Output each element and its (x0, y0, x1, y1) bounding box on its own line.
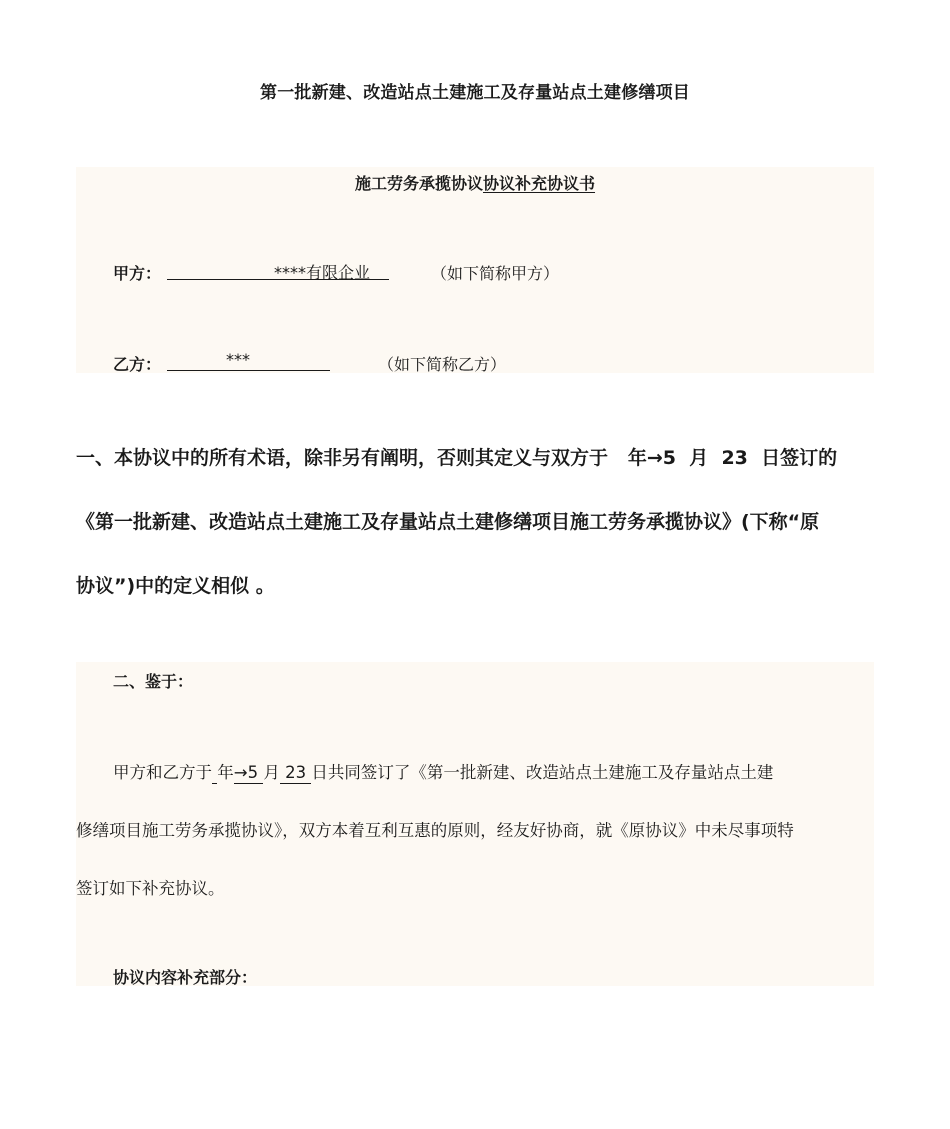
document-subtitle (0, 171, 950, 194)
section2-day-value (280, 763, 312, 784)
clause1-line2: 《第一批新建、改造站点土建施工及存量站点土建修缮项目施工劳务承揽协议》(下称“原 (76, 511, 820, 533)
section2-year: 年 (217, 763, 234, 782)
section2-paragraph-line3: 签订如下补充协议。 (76, 879, 225, 898)
section2-heading: 二、鉴于： (113, 672, 194, 691)
clause1-line3: 协议”)中的定义相似 。 (76, 575, 275, 597)
subtitle-part2: 协议补充协议书 (483, 174, 596, 193)
section2-rest: 日共同签订了《第一批新建、改造站点土建施工及存量站点土建 (311, 763, 774, 782)
party-b-underline (167, 370, 330, 371)
party-b-value: *** (226, 350, 250, 369)
party-a-label: 甲方： (113, 264, 162, 283)
section3-heading: 协议内容补充部分： (113, 968, 258, 987)
party-a-row (113, 261, 161, 284)
section2-prefix: 甲方和乙方于 (113, 763, 212, 782)
section2-paragraph-line1 (113, 759, 773, 783)
party-a-note: （如下简称甲方） (431, 264, 560, 283)
section2-month-value (234, 763, 264, 784)
document-title: 第一批新建、改造站点土建施工及存量站点土建修缮项目 (260, 83, 690, 103)
subtitle-part1: 施工劳务承揽协议 (354, 174, 483, 193)
party-b-row (113, 352, 161, 375)
party-a-value: ****有限企业 (274, 263, 371, 282)
party-b-label: 乙方： (113, 355, 162, 374)
section2-day-num: 23 (285, 763, 307, 782)
party-b-note: （如下简称乙方） (378, 355, 507, 374)
section2-month-num: 5 (247, 763, 259, 782)
clause1-line1: 一、本协议中的所有术语，除非另有阐明，否则其定义与双方于 年→5 月 23 日签订的 (76, 447, 838, 469)
section2-month: 月 (263, 763, 280, 782)
section2-arrow: → (233, 763, 248, 782)
section2-paragraph-line2: 修缮项目施工劳务承揽协议》，双方本着互利互惠的原则，经友好协商，就《原协议》中未尽事项特 (76, 821, 794, 840)
